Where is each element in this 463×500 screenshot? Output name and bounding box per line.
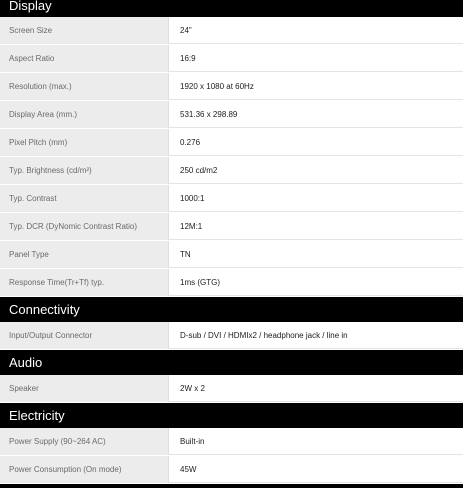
spec-value: Built-in bbox=[168, 428, 463, 455]
table-row bbox=[0, 185, 463, 213]
spec-value: D-sub / DVI / HDMIx2 / headphone jack / line in bbox=[168, 322, 463, 349]
table-row bbox=[0, 241, 463, 269]
table-row bbox=[0, 17, 463, 45]
spec-label: Screen Size bbox=[0, 17, 168, 44]
spec-value: TN bbox=[168, 241, 463, 268]
section-header-audio: Audio bbox=[0, 350, 463, 375]
spec-value: 1920 x 1080 at 60Hz bbox=[168, 73, 463, 100]
spec-label: Pixel Pitch (mm) bbox=[0, 129, 168, 156]
spec-label: Power Supply (90~264 AC) bbox=[0, 428, 168, 455]
table-row bbox=[0, 375, 463, 403]
table-row bbox=[0, 45, 463, 73]
table-row bbox=[0, 157, 463, 185]
table-row bbox=[0, 322, 463, 350]
spec-label: Typ. Brightness (cd/m²) bbox=[0, 157, 168, 184]
spec-label: Display Area (mm.) bbox=[0, 101, 168, 128]
spec-label: Typ. DCR (DyNomic Contrast Ratio) bbox=[0, 213, 168, 240]
table-row bbox=[0, 213, 463, 241]
spec-value: 1000:1 bbox=[168, 185, 463, 212]
table-row bbox=[0, 101, 463, 129]
section-header-electricity: Electricity bbox=[0, 403, 463, 428]
spec-value: 0.276 bbox=[168, 129, 463, 156]
table-row bbox=[0, 428, 463, 456]
spec-label: Response Time(Tr+Tf) typ. bbox=[0, 269, 168, 296]
spec-label: Speaker bbox=[0, 375, 168, 402]
spec-label: Aspect Ratio bbox=[0, 45, 168, 72]
table-row bbox=[0, 129, 463, 157]
table-row bbox=[0, 73, 463, 101]
spec-label: Panel Type bbox=[0, 241, 168, 268]
spec-label: Resolution (max.) bbox=[0, 73, 168, 100]
section-header-display: Display bbox=[0, 0, 463, 17]
spec-value: 12M:1 bbox=[168, 213, 463, 240]
spec-label: Input/Output Connector bbox=[0, 322, 168, 349]
section-header-connectivity: Connectivity bbox=[0, 297, 463, 322]
spec-value: 45W bbox=[168, 456, 463, 483]
table-row bbox=[0, 269, 463, 297]
spec-value: 24" bbox=[168, 17, 463, 44]
spec-label: Typ. Contrast bbox=[0, 185, 168, 212]
spec-value: 250 cd/m2 bbox=[168, 157, 463, 184]
bottom-divider bbox=[0, 484, 463, 488]
spec-value: 2W x 2 bbox=[168, 375, 463, 402]
spec-value: 531.36 x 298.89 bbox=[168, 101, 463, 128]
spec-value: 1ms (GTG) bbox=[168, 269, 463, 296]
spec-label: Power Consumption (On mode) bbox=[0, 456, 168, 483]
spec-value: 16:9 bbox=[168, 45, 463, 72]
table-row bbox=[0, 456, 463, 484]
